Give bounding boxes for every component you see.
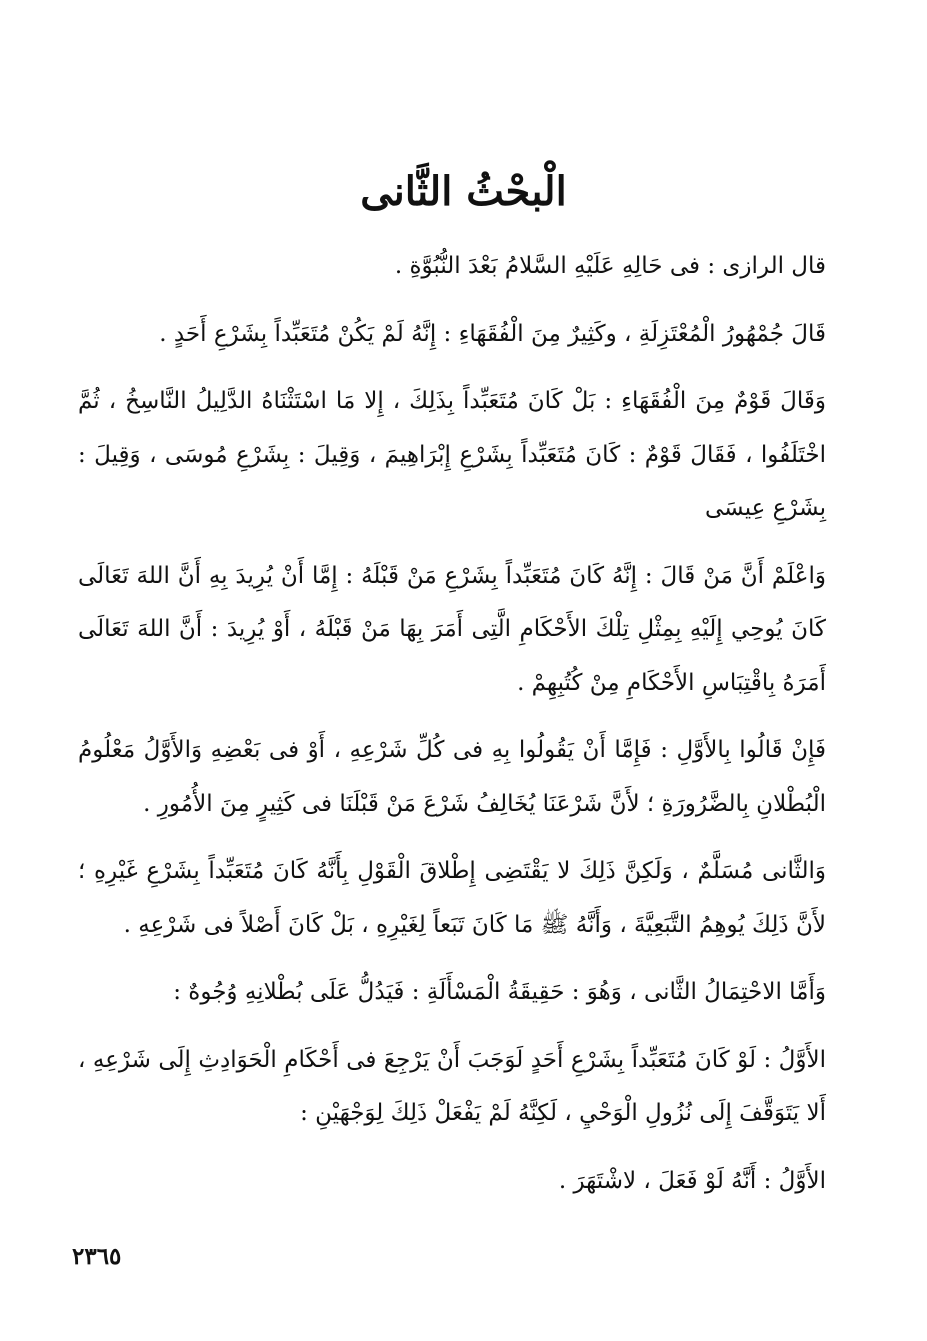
paragraph-4: وَاعْلَمْ أَنَّ مَنْ قَالَ : إِنَّهُ كَانَ مُتَعَبِّداً بِشَرْعِ مَنْ قَبْلَهُ : إِمَّا أَنْ يُرِيدَ بِهِ أَنَّ اللهَ تَعَالَى كَانَ يُوحِي إِلَيْهِ بِمِثْلِ تِلْكَ الأَحْكَامِ الَّتِى أَمَرَ بِهَا مَنْ قَبْلَهُ ، أَوْ يُرِيدَ : أَنَّ اللهَ تَعَالَى أَمَرَهُ بِاقْتِبَاسِ الأَحْكَامِ مِنْ كُتُبِهِمْ . <box>78 562 826 696</box>
paragraph-5: فَإِنْ قَالُوا بِالأَوَّلِ : فَإِمَّا أَنْ يَقُولُوا بِهِ فى كُلِّ شَرْعِهِ ، أَوْ فى بَعْضِهِ وَالأَوَّلُ مَعْلُومُ الْبُطْلانِ بِالضَّرُورَةِ ؛ لأَنَّ شَرْعَنَا يُخَالِفُ شَرْعَ مَنْ قَبْلَنَا فى كَثِيرٍ مِنَ الأُمُورِ . <box>78 737 826 817</box>
paragraph-1: قال الرازى : فى حَالِهِ عَلَيْهِ السَّلامُ بَعْدَ النُّبُوَّةِ . <box>394 253 826 279</box>
paragraph-3: وَقَالَ قَوْمٌ مِنَ الْفُقَهَاءِ : بَلْ كَانَ مُتَعَبِّداً بِذَلِكَ ، إِلا مَا اسْتَثْنَاهُ الدَّلِيلُ النَّاسِخُ ، ثُمَّ اخْتَلَفُوا ، فَقَالَ قَوْمٌ : كَانَ مُتَعَبِّداً بِشَرْعِ إِبْرَاهِيمَ ، وَقِيلَ : بِشَرْعِ مُوسَى ، وَقِيلَ : بِشَرْعِ عِيسَى <box>78 388 826 521</box>
paragraph-2: قَالَ جُمْهُورُ الْمُعْتَزِلَةِ ، وكَثِيرٌ مِنَ الْفُقَهَاءِ : إِنَّهُ لَمْ يَكُنْ مُتَعَبِّداً بِشَرْعِ أَحَدٍ . <box>159 320 826 347</box>
page-number: ٢٣٦٥ <box>72 1243 122 1270</box>
paragraph-8: الأَوَّلُ : لَوْ كَانَ مُتَعَبِّداً بِشَرْعِ أَحَدٍ لَوَجَبَ أَنْ يَرْجِعَ فى أَحْكَامِ الْحَوَادِثِ إِلَى شَرْعِهِ ، أَلا يَتَوَقَّفَ إِلَى نُزُولِ الْوَحْيِ ، لَكِنَّهُ لَمْ يَفْعَلْ ذَلِكَ لِوَجْهَيْنِ : <box>78 1046 826 1126</box>
paragraph-9: الأَوَّلُ : أَنَّهُ لَوْ فَعَلَ ، لاشْتَهَرَ . <box>558 1167 826 1194</box>
section-heading: الْبحْثُ الثَّانى <box>360 168 567 215</box>
body-text <box>78 240 826 1222</box>
paragraph-6: وَالثَّانى مُسَلَّمٌ ، وَلَكِنَّ ذَلِكَ لا يَقْتَضِى إِطْلاقَ الْقَوْلِ بِأَنَّهُ كَانَ مُتَعَبِّداً بِشَرْعِ غَيْرِهِ ؛ لأَنَّ ذَلِكَ يُوهِمُ التَّبَعِيَّةَ ، وَأَنَّهُ ﷺ مَا كَانَ تَبَعاً لِغَيْرِهِ ، بَلْ كَانَ أَصْلاً فى شَرْعِهِ . <box>78 858 826 938</box>
paragraph-7: وَأَمَّا الاحْتِمَالُ الثَّانى ، وَهُوَ : حَقِيقَةُ الْمَسْأَلَةِ : فَيَدُلُّ عَلَى بُطْلانِهِ وُجُوهٌ : <box>173 979 826 1005</box>
